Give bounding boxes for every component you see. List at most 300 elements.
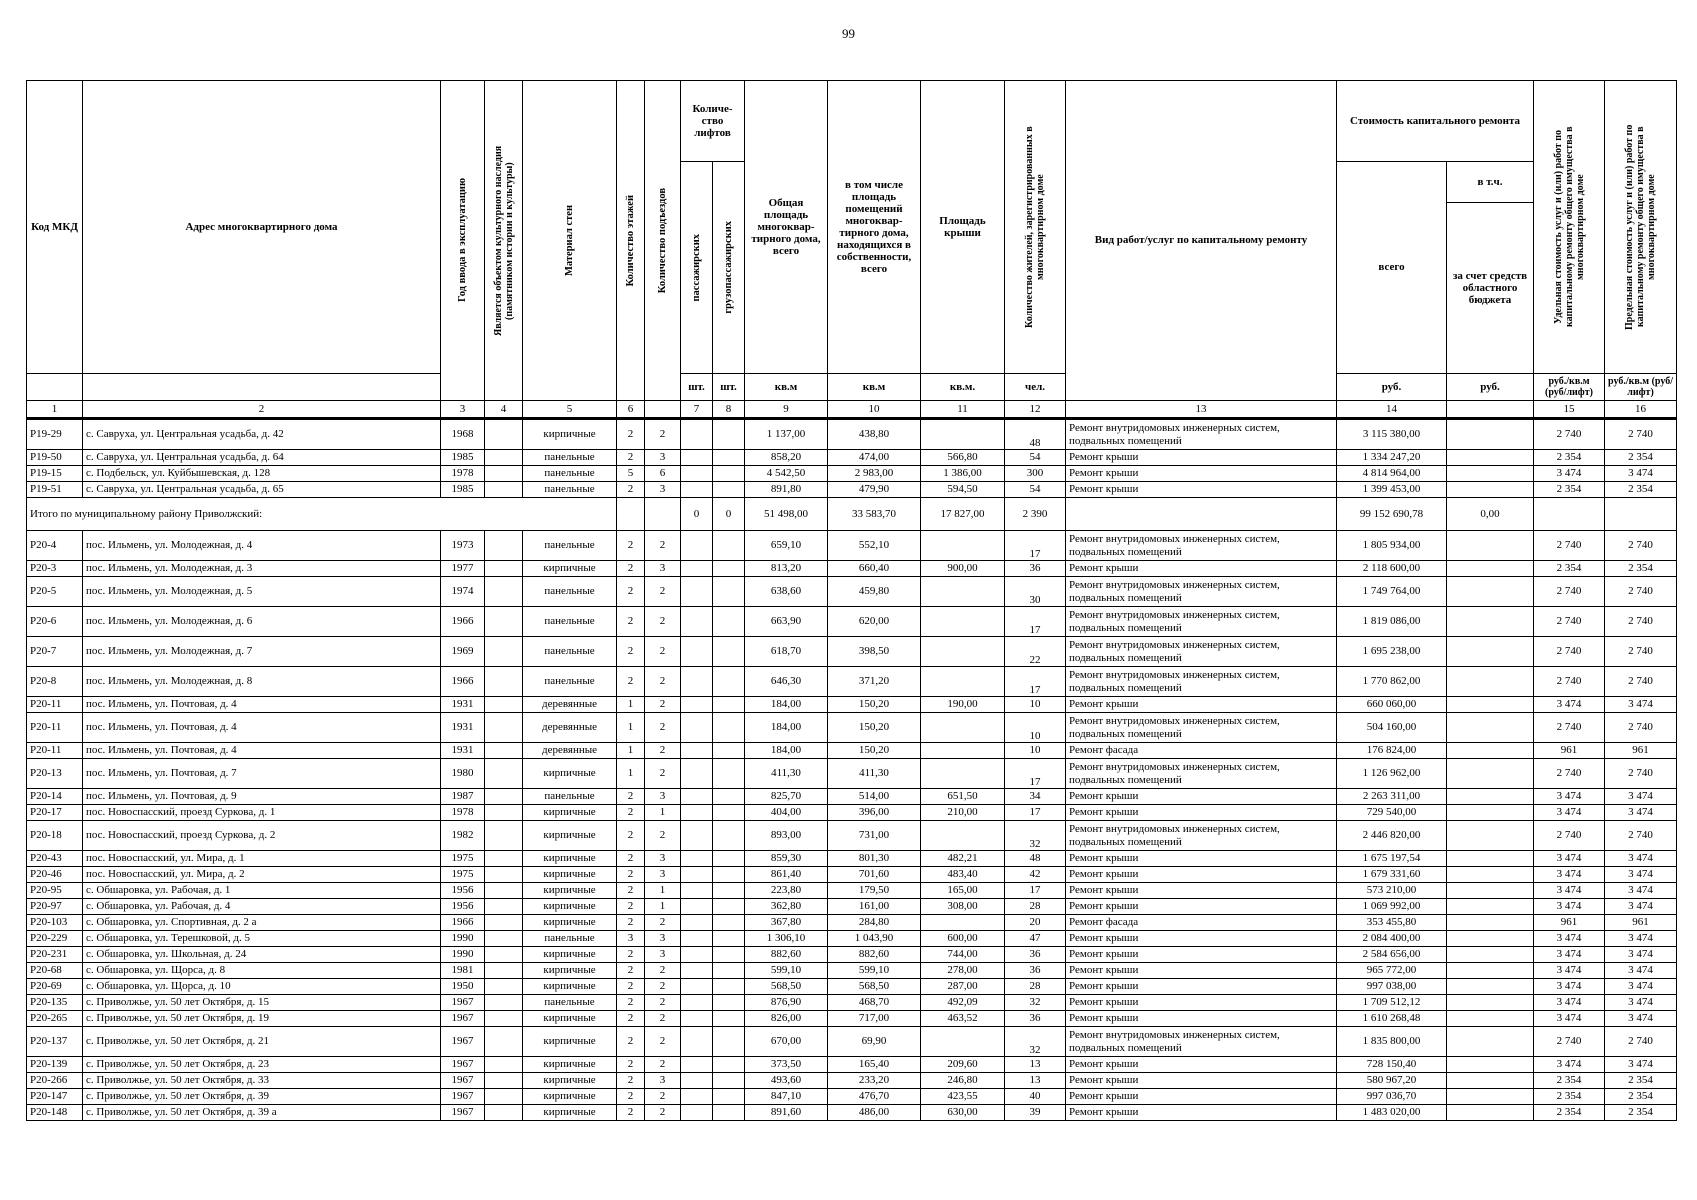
cell-roof-area: 209,60 <box>921 1057 1005 1073</box>
cell-work-type: Ремонт крыши <box>1066 1057 1337 1073</box>
col-number: 11 <box>921 401 1005 419</box>
cell-total-area: 1 137,00 <box>745 419 828 450</box>
cell-address: с. Приволжье, ул. 50 лет Октября, д. 15 <box>83 995 441 1011</box>
cell-lifts-p <box>681 637 713 667</box>
cell-year: 1931 <box>441 713 485 743</box>
cell-material: кирпичные <box>523 979 617 995</box>
cell-year: 1967 <box>441 1027 485 1057</box>
cell-entrances: 3 <box>645 561 681 577</box>
cell-cost-total: 1 835 800,00 <box>1337 1027 1447 1057</box>
table-row <box>27 713 1677 743</box>
cell-lifts-p <box>681 466 713 482</box>
cell-lifts-p <box>681 1105 713 1121</box>
cell-limit-cost: 3 474 <box>1605 697 1677 713</box>
cell-lifts-p <box>681 867 713 883</box>
cell-material: кирпичные <box>523 1057 617 1073</box>
cell-residents: 30 <box>1005 577 1066 607</box>
page-number: 99 <box>842 26 855 41</box>
col-regional-budget-header: за счет средств областного бюджета <box>1447 203 1534 374</box>
cell-address: пос. Ильмень, ул. Почтовая, д. 4 <box>83 743 441 759</box>
cell-regional <box>1447 1027 1534 1057</box>
total-unit-cost <box>1534 498 1605 531</box>
cell-cost-total: 2 446 820,00 <box>1337 821 1447 851</box>
cell-floors: 2 <box>617 577 645 607</box>
cell-total-area: 670,00 <box>745 1027 828 1057</box>
cell-entrances: 2 <box>645 963 681 979</box>
cell-owned-area: 476,70 <box>828 1089 921 1105</box>
cell-heritage <box>485 883 523 899</box>
table-row <box>27 821 1677 851</box>
total-area: 51 498,00 <box>745 498 828 531</box>
cell-residents: 54 <box>1005 450 1066 466</box>
cell-material: кирпичные <box>523 419 617 450</box>
cell-code: Р20-148 <box>27 1105 83 1121</box>
table-row <box>27 697 1677 713</box>
table-row <box>27 867 1677 883</box>
cell-lifts-p <box>681 697 713 713</box>
cell-code: Р20-69 <box>27 979 83 995</box>
cell-limit-cost: 2 740 <box>1605 531 1677 561</box>
cell-year: 1985 <box>441 450 485 466</box>
cell-lifts-g <box>713 482 745 498</box>
cell-owned-area: 717,00 <box>828 1011 921 1027</box>
table-row <box>27 899 1677 915</box>
total-work-type <box>1066 498 1337 531</box>
cell-owned-area: 396,00 <box>828 805 921 821</box>
table-row <box>27 1073 1677 1089</box>
cell-residents: 300 <box>1005 466 1066 482</box>
cell-cost-total: 2 118 600,00 <box>1337 561 1447 577</box>
cell-year: 1956 <box>441 883 485 899</box>
cell-address: пос. Ильмень, ул. Молодежная, д. 8 <box>83 667 441 697</box>
col-entrances-header: Количество подъездов <box>645 81 681 401</box>
cell-unit-cost: 3 474 <box>1534 947 1605 963</box>
cell-address: с. Обшаровка, ул. Терешковой, д. 5 <box>83 931 441 947</box>
cell-regional <box>1447 851 1534 867</box>
cell-total-area: 882,60 <box>745 947 828 963</box>
col-material-header: Материал стен <box>523 81 617 401</box>
cell-unit-cost: 2 354 <box>1534 1105 1605 1121</box>
col-number: 16 <box>1605 401 1677 419</box>
col-number: 6 <box>617 401 645 419</box>
cell-address: с. Савруха, ул. Центральная усадьба, д. 64 <box>83 450 441 466</box>
cell-regional <box>1447 482 1534 498</box>
cell-floors: 2 <box>617 531 645 561</box>
cell-regional <box>1447 419 1534 450</box>
cell-lifts-g <box>713 667 745 697</box>
table-row <box>27 759 1677 789</box>
cell-lifts-g <box>713 883 745 899</box>
cell-total-area: 891,60 <box>745 1105 828 1121</box>
table-row <box>27 979 1677 995</box>
cell-roof-area <box>921 637 1005 667</box>
cell-code: Р20-103 <box>27 915 83 931</box>
cell-unit-cost: 3 474 <box>1534 851 1605 867</box>
cell-address: с. Савруха, ул. Центральная усадьба, д. 65 <box>83 482 441 498</box>
cell-year: 1987 <box>441 789 485 805</box>
cell-unit-cost: 2 354 <box>1534 561 1605 577</box>
cell-lifts-p <box>681 1011 713 1027</box>
cell-total-area: 663,90 <box>745 607 828 637</box>
cell-heritage <box>485 1089 523 1105</box>
cell-floors: 2 <box>617 637 645 667</box>
cell-year: 1966 <box>441 607 485 637</box>
table-row <box>27 947 1677 963</box>
cell-regional <box>1447 1089 1534 1105</box>
cell-material: кирпичные <box>523 759 617 789</box>
cell-limit-cost: 2 354 <box>1605 1105 1677 1121</box>
cell-lifts-g <box>713 697 745 713</box>
col-roof-area-header: Площадь крыши <box>921 81 1005 374</box>
cell-lifts-p <box>681 577 713 607</box>
cell-work-type: Ремонт крыши <box>1066 789 1337 805</box>
cell-floors: 2 <box>617 979 645 995</box>
col-cargo-lifts-header: грузопассажирских <box>713 162 745 374</box>
cell-heritage <box>485 1057 523 1073</box>
cell-limit-cost: 3 474 <box>1605 931 1677 947</box>
cell-entrances: 1 <box>645 805 681 821</box>
cell-regional <box>1447 883 1534 899</box>
cell-year: 1990 <box>441 947 485 963</box>
cell-lifts-p <box>681 851 713 867</box>
cell-code: Р20-14 <box>27 789 83 805</box>
column-numbers-row <box>27 401 1677 419</box>
cell-heritage <box>485 561 523 577</box>
cell-roof-area: 463,52 <box>921 1011 1005 1027</box>
cell-lifts-p <box>681 561 713 577</box>
cell-owned-area: 233,20 <box>828 1073 921 1089</box>
table-row <box>27 419 1677 450</box>
cell-residents: 13 <box>1005 1073 1066 1089</box>
cell-entrances: 2 <box>645 713 681 743</box>
cell-cost-total: 2 263 311,00 <box>1337 789 1447 805</box>
cell-regional <box>1447 637 1534 667</box>
cell-limit-cost: 3 474 <box>1605 947 1677 963</box>
cell-floors: 2 <box>617 561 645 577</box>
cell-work-type: Ремонт крыши <box>1066 1089 1337 1105</box>
cell-work-type: Ремонт крыши <box>1066 1011 1337 1027</box>
cell-floors: 1 <box>617 697 645 713</box>
cell-heritage <box>485 789 523 805</box>
cell-entrances: 2 <box>645 419 681 450</box>
cell-lifts-p <box>681 667 713 697</box>
cell-cost-total: 1 126 962,00 <box>1337 759 1447 789</box>
cell-total-area: 659,10 <box>745 531 828 561</box>
cell-total-area: 825,70 <box>745 789 828 805</box>
col-address-header: Адрес многоквартирного дома <box>83 81 441 374</box>
col-passenger-lifts-header: пассажирских <box>681 162 713 374</box>
cell-work-type: Ремонт внутридомовых инженерных систем, подвальных помещений <box>1066 607 1337 637</box>
cell-unit-cost: 961 <box>1534 743 1605 759</box>
table-header <box>27 81 1677 401</box>
cell-work-type: Ремонт фасада <box>1066 743 1337 759</box>
cell-lifts-g <box>713 947 745 963</box>
cell-regional <box>1447 561 1534 577</box>
col-number: 15 <box>1534 401 1605 419</box>
col-number: 1 <box>27 401 83 419</box>
cell-owned-area: 179,50 <box>828 883 921 899</box>
cell-total-area: 813,20 <box>745 561 828 577</box>
cell-roof-area: 246,80 <box>921 1073 1005 1089</box>
cell-address: пос. Новоспасский, ул. Мира, д. 2 <box>83 867 441 883</box>
total-regional: 0,00 <box>1447 498 1534 531</box>
cell-work-type: Ремонт внутридомовых инженерных систем, подвальных помещений <box>1066 667 1337 697</box>
cell-material: панельные <box>523 531 617 561</box>
table-row <box>27 995 1677 1011</box>
cell-cost-total: 1 695 238,00 <box>1337 637 1447 667</box>
cell-unit-cost: 3 474 <box>1534 883 1605 899</box>
cell-year: 1967 <box>441 1057 485 1073</box>
cell-owned-area: 514,00 <box>828 789 921 805</box>
cell-entrances: 6 <box>645 466 681 482</box>
cell-heritage <box>485 995 523 1011</box>
cell-total-area: 373,50 <box>745 1057 828 1073</box>
cell-cost-total: 3 115 380,00 <box>1337 419 1447 450</box>
cell-entrances: 2 <box>645 667 681 697</box>
cell-work-type: Ремонт внутридомовых инженерных систем, подвальных помещений <box>1066 577 1337 607</box>
cell-material: панельные <box>523 667 617 697</box>
cell-material: кирпичные <box>523 915 617 931</box>
cell-entrances: 2 <box>645 1105 681 1121</box>
cell-owned-area: 599,10 <box>828 963 921 979</box>
cell-limit-cost: 2 354 <box>1605 450 1677 466</box>
table-body <box>27 401 1677 1121</box>
cell-unit-cost: 2 354 <box>1534 482 1605 498</box>
cell-roof-area: 210,00 <box>921 805 1005 821</box>
cell-floors: 1 <box>617 743 645 759</box>
cell-code: Р20-68 <box>27 963 83 979</box>
unit-roof-area: кв.м. <box>921 374 1005 401</box>
cell-regional <box>1447 947 1534 963</box>
cell-lifts-p <box>681 450 713 466</box>
table-row <box>27 466 1677 482</box>
cell-owned-area: 474,00 <box>828 450 921 466</box>
cell-unit-cost: 2 354 <box>1534 1089 1605 1105</box>
cell-cost-total: 1 709 512,12 <box>1337 995 1447 1011</box>
cell-cost-total: 660 060,00 <box>1337 697 1447 713</box>
col-incl-header: в т.ч. <box>1447 162 1534 203</box>
cell-address: пос. Ильмень, ул. Молодежная, д. 6 <box>83 607 441 637</box>
cell-entrances: 2 <box>645 915 681 931</box>
cell-floors: 2 <box>617 1089 645 1105</box>
col-cost-total-header: всего <box>1337 162 1447 374</box>
cell-regional <box>1447 789 1534 805</box>
cell-lifts-g <box>713 899 745 915</box>
cell-residents: 10 <box>1005 743 1066 759</box>
cell-owned-area: 479,90 <box>828 482 921 498</box>
cell-lifts-g <box>713 867 745 883</box>
cell-lifts-g <box>713 963 745 979</box>
col-number: 4 <box>485 401 523 419</box>
cell-heritage <box>485 979 523 995</box>
cell-floors: 2 <box>617 805 645 821</box>
cell-unit-cost: 3 474 <box>1534 979 1605 995</box>
cell-cost-total: 997 038,00 <box>1337 979 1447 995</box>
cell-address: пос. Ильмень, ул. Почтовая, д. 9 <box>83 789 441 805</box>
cell-roof-area <box>921 1027 1005 1057</box>
col-number: 7 <box>681 401 713 419</box>
cell-address: пос. Ильмень, ул. Молодежная, д. 7 <box>83 637 441 667</box>
cell-roof-area: 566,80 <box>921 450 1005 466</box>
cell-work-type: Ремонт внутридомовых инженерных систем, подвальных помещений <box>1066 531 1337 561</box>
col-limit-cost-header: Предельная стоимость услуг и (или) работ по капитальному ремонту общего имущества в многоквартирном доме <box>1605 81 1677 374</box>
cell-lifts-g <box>713 466 745 482</box>
cell-material: кирпичные <box>523 947 617 963</box>
cell-lifts-p <box>681 743 713 759</box>
cell-work-type: Ремонт крыши <box>1066 899 1337 915</box>
cell-entrances: 2 <box>645 637 681 667</box>
table-row <box>27 789 1677 805</box>
cell-roof-area: 287,00 <box>921 979 1005 995</box>
cell-address: с. Обшаровка, ул. Щорса, д. 10 <box>83 979 441 995</box>
unit-code <box>27 374 83 401</box>
cell-year: 1950 <box>441 979 485 995</box>
cell-material: панельные <box>523 995 617 1011</box>
cell-limit-cost: 2 354 <box>1605 561 1677 577</box>
col-work-type-header: Вид работ/услуг по капитальному ремонту <box>1066 81 1337 401</box>
cell-entrances: 1 <box>645 883 681 899</box>
cell-cost-total: 504 160,00 <box>1337 713 1447 743</box>
cell-roof-area <box>921 531 1005 561</box>
cell-code: Р20-139 <box>27 1057 83 1073</box>
cell-unit-cost: 3 474 <box>1534 867 1605 883</box>
cell-heritage <box>485 713 523 743</box>
cell-lifts-p <box>681 995 713 1011</box>
cell-entrances: 3 <box>645 482 681 498</box>
cell-work-type: Ремонт крыши <box>1066 851 1337 867</box>
cell-residents: 54 <box>1005 482 1066 498</box>
cell-unit-cost: 3 474 <box>1534 789 1605 805</box>
cell-code: Р20-11 <box>27 713 83 743</box>
cell-residents: 17 <box>1005 607 1066 637</box>
cell-work-type: Ремонт крыши <box>1066 1105 1337 1121</box>
cell-unit-cost: 3 474 <box>1534 1011 1605 1027</box>
cell-material: панельные <box>523 637 617 667</box>
cell-lifts-p <box>681 1057 713 1073</box>
cell-code: Р20-3 <box>27 561 83 577</box>
cell-residents: 17 <box>1005 759 1066 789</box>
cell-heritage <box>485 637 523 667</box>
cell-unit-cost: 2 740 <box>1534 531 1605 561</box>
cell-residents: 10 <box>1005 713 1066 743</box>
cell-heritage <box>485 947 523 963</box>
cell-cost-total: 1 679 331,60 <box>1337 867 1447 883</box>
cell-residents: 39 <box>1005 1105 1066 1121</box>
cell-code: Р20-135 <box>27 995 83 1011</box>
table-row <box>27 1057 1677 1073</box>
cell-material: деревянные <box>523 697 617 713</box>
cell-floors: 2 <box>617 867 645 883</box>
table-row <box>27 667 1677 697</box>
cell-regional <box>1447 979 1534 995</box>
col-number: 3 <box>441 401 485 419</box>
cell-work-type: Ремонт крыши <box>1066 995 1337 1011</box>
cell-total-area: 367,80 <box>745 915 828 931</box>
cell-work-type: Ремонт внутридомовых инженерных систем, подвальных помещений <box>1066 713 1337 743</box>
cell-entrances: 3 <box>645 789 681 805</box>
cell-floors: 2 <box>617 899 645 915</box>
cell-cost-total: 573 210,00 <box>1337 883 1447 899</box>
cell-residents: 32 <box>1005 1027 1066 1057</box>
unit-lifts-p: шт. <box>681 374 713 401</box>
table-row <box>27 561 1677 577</box>
table-row <box>27 577 1677 607</box>
cell-roof-area: 190,00 <box>921 697 1005 713</box>
cell-lifts-p <box>681 789 713 805</box>
cell-lifts-p <box>681 883 713 899</box>
cell-owned-area: 150,20 <box>828 697 921 713</box>
unit-unit-cost: руб./кв.м (руб/лифт) <box>1534 374 1605 401</box>
cell-owned-area: 165,40 <box>828 1057 921 1073</box>
cell-address: с. Савруха, ул. Центральная усадьба, д. 42 <box>83 419 441 450</box>
cell-lifts-p <box>681 1089 713 1105</box>
cell-total-area: 184,00 <box>745 697 828 713</box>
cell-owned-area: 150,20 <box>828 713 921 743</box>
cell-regional <box>1447 915 1534 931</box>
cell-lifts-g <box>713 979 745 995</box>
cell-cost-total: 2 584 656,00 <box>1337 947 1447 963</box>
cell-entrances: 2 <box>645 577 681 607</box>
cell-unit-cost: 3 474 <box>1534 931 1605 947</box>
unit-residents: чел. <box>1005 374 1066 401</box>
cell-code: Р19-29 <box>27 419 83 450</box>
cell-material: панельные <box>523 450 617 466</box>
cell-entrances: 2 <box>645 1089 681 1105</box>
cell-entrances: 2 <box>645 743 681 759</box>
table-row <box>27 1027 1677 1057</box>
table-row <box>27 607 1677 637</box>
cell-total-area: 599,10 <box>745 963 828 979</box>
cell-heritage <box>485 931 523 947</box>
cell-code: Р20-11 <box>27 697 83 713</box>
cell-total-area: 4 542,50 <box>745 466 828 482</box>
cell-address: с. Подбельск, ул. Куйбышевская, д. 128 <box>83 466 441 482</box>
cell-work-type: Ремонт внутридомовых инженерных систем, подвальных помещений <box>1066 419 1337 450</box>
col-number: 13 <box>1066 401 1337 419</box>
cell-lifts-p <box>681 899 713 915</box>
cell-work-type: Ремонт крыши <box>1066 867 1337 883</box>
table-row <box>27 915 1677 931</box>
cell-owned-area: 284,80 <box>828 915 921 931</box>
cell-entrances: 2 <box>645 1011 681 1027</box>
unit-owned-area: кв.м <box>828 374 921 401</box>
cell-entrances: 3 <box>645 1073 681 1089</box>
cell-lifts-g <box>713 419 745 450</box>
cell-entrances: 2 <box>645 979 681 995</box>
cell-entrances: 2 <box>645 697 681 713</box>
total-limit-cost <box>1605 498 1677 531</box>
cell-cost-total: 1 069 992,00 <box>1337 899 1447 915</box>
cell-heritage <box>485 851 523 867</box>
cell-residents: 36 <box>1005 561 1066 577</box>
cell-work-type: Ремонт крыши <box>1066 805 1337 821</box>
cell-material: кирпичные <box>523 821 617 851</box>
cell-address: пос. Ильмень, ул. Почтовая, д. 4 <box>83 713 441 743</box>
cell-limit-cost: 2 354 <box>1605 482 1677 498</box>
cell-limit-cost: 961 <box>1605 915 1677 931</box>
cell-entrances: 3 <box>645 867 681 883</box>
cell-roof-area: 308,00 <box>921 899 1005 915</box>
cell-floors: 2 <box>617 995 645 1011</box>
cell-material: кирпичные <box>523 963 617 979</box>
cell-total-area: 859,30 <box>745 851 828 867</box>
cell-lifts-p <box>681 419 713 450</box>
cell-address: с. Обшаровка, ул. Рабочая, д. 4 <box>83 899 441 915</box>
cell-year: 1967 <box>441 1089 485 1105</box>
cell-work-type: Ремонт крыши <box>1066 450 1337 466</box>
cell-lifts-g <box>713 577 745 607</box>
cell-lifts-g <box>713 450 745 466</box>
